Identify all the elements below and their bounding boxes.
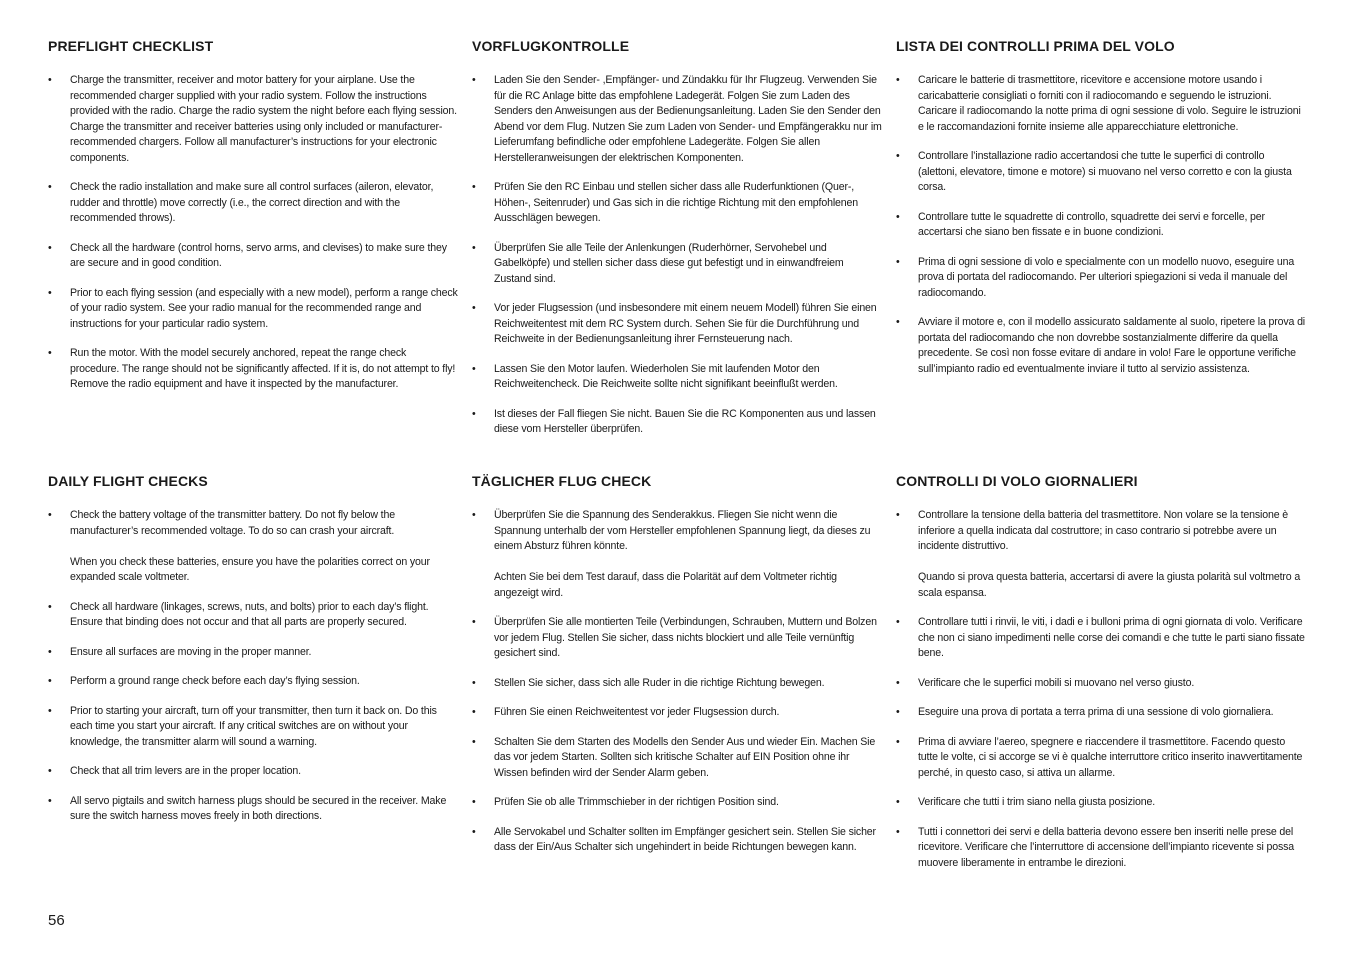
section-taeglicher-flug-check (472, 473, 882, 870)
item-text: Prüfen Sie den RC Einbau und stellen sicher dass alle Ruderfunktionen (Quer-, Höhen-, Seitenruder) und Gas sich in die richtige Richtung mit den empfohlenen Ausschlägen bewegen. (494, 181, 859, 224)
section-title: LISTA DEI CONTROLLI PRIMA DEL VOLO (896, 38, 1175, 54)
list-item (48, 346, 458, 393)
item-text: Ist dieses der Fall fliegen Sie nicht. Bauen Sie die RC Komponenten aus und lassen diese vom Hersteller überprüfen. (494, 407, 876, 435)
list-item (472, 795, 882, 811)
section-title: CONTROLLI DI VOLO GIORNALIERI (896, 473, 1138, 489)
list-item (472, 676, 882, 692)
item-text: Check the battery voltage of the transmitter battery. Do not fly below the manufacturer’s recommended voltage. To do so can crash your aircraft. (70, 509, 395, 537)
list-item (48, 286, 458, 333)
item-text: Prüfen Sie ob alle Trimmschieber in der richtigen Position sind. (494, 796, 779, 808)
item-text: Run the motor. With the model securely anchored, repeat the range check procedure. The range should not be significantly affected. If it is, do not attempt to fly! Remove the radio equipment and have it inspected by the manufacturer. (70, 347, 456, 390)
bullet-icon: • (48, 704, 52, 717)
bullet-icon: • (48, 509, 52, 521)
section-vorflugkontrolle (472, 38, 882, 452)
bullet-icon: • (472, 509, 476, 521)
bullet-icon: • (48, 765, 52, 777)
bullet-icon: • (896, 316, 900, 328)
item-text: Controllare tutti i rinvii, le viti, i dadi e i bulloni prima di ogni giornata di volo. Verificare che non ci siano impedimenti nelle corse dei comandi e che tutte le parti siano fissate bene. (918, 616, 1305, 659)
section-lista-controlli (896, 38, 1306, 391)
item-text: Führen Sie einen Reichweitentest vor jeder Flugsession durch. (494, 706, 780, 718)
bullet-icon: • (472, 407, 476, 420)
list-item (472, 615, 882, 662)
list-item (896, 676, 1306, 692)
bullet-icon: • (472, 706, 476, 718)
list-item (472, 241, 882, 288)
bullet-icon: • (48, 600, 52, 613)
list-item (896, 149, 1306, 196)
item-text: Tutti i connettori dei servi e della batteria devono essere ben inseriti nelle prese del ricevitore. Verificare che l’interruttore di accensione dell’impianto ricevente si possa muovere liberamente in entrambe le direzioni. (918, 825, 1295, 869)
list-item (472, 73, 882, 166)
list-item (472, 508, 882, 601)
list-item (896, 255, 1306, 302)
item-text: Laden Sie den Sender- ,Empfänger- und Zündakku für Ihr Flugzeug. Verwenden Sie für die RC Anlage bitte das empfohlene Ladegerät. Folgen Sie zum Laden des Senders den Anweisungen aus der Bedienungsanleitung. Laden Sie den Sender den Abend vor dem Flug. Nutzen Sie zum Laden von Sender- und Empfängerakku nur im Lieferumfang befindliche oder empfohlene Ladegeräte. Folgen Sie allen Herstelleranweisungen der elektrischen Komponenten. (494, 74, 882, 164)
bullet-icon: • (472, 181, 476, 193)
item-note: When you check these batteries, ensure you have the polarities correct on your expanded scale voltmeter. (70, 555, 430, 583)
item-text: Lassen Sie den Motor laufen. Wiederholen Sie mit laufenden Motor den Reichweitencheck. Die Reichweite sollte nicht signifikant beeinflußt werden. (494, 362, 838, 390)
list-item (472, 705, 882, 721)
list-item (472, 180, 882, 227)
list-item (48, 764, 458, 780)
list-item (48, 674, 458, 690)
item-text: Check that all trim levers are in the proper location. (70, 765, 301, 777)
bullet-icon: • (48, 241, 52, 254)
list-item (48, 600, 458, 631)
bullet-icon: • (896, 796, 900, 808)
list-item (896, 615, 1306, 662)
bullet-icon: • (472, 362, 476, 375)
list-item (48, 704, 458, 751)
list-item (472, 735, 882, 782)
bullet-icon: • (472, 74, 476, 86)
item-text: Ensure all surfaces are moving in the proper manner. (70, 645, 312, 658)
item-text: Perform a ground range check before each day’s flying session. (70, 675, 360, 687)
item-text: Stellen Sie sicher, dass sich alle Ruder in die richtige Richtung bewegen. (494, 676, 825, 689)
item-text: Controllare tutte le squadrette di controllo, squadrette dei servi e forcelle, per accertarsi che siano ben fissate e in buone condizioni. (918, 210, 1265, 238)
item-text: Prior to each flying session (and especially with a new model), perform a range check of your radio system. See your radio manual for the recommended range and instructions for your particular radio system. (70, 286, 458, 330)
list-item (896, 705, 1306, 721)
bullet-icon: • (48, 286, 52, 299)
bullet-icon: • (896, 825, 900, 838)
checklist (472, 73, 882, 438)
bullet-icon: • (472, 676, 476, 689)
item-text: Prior to starting your aircraft, turn off your transmitter, then turn it back on. Do this each time you start your aircraft. If any critical switches are on without your knowledge, the transmitter alarm will sound a warning. (70, 704, 437, 748)
item-text: Check the radio installation and make sure all control surfaces (aileron, elevator, rudder and throttle) move correctly (i.e., the correct direction and with the recommended throws). (70, 181, 434, 224)
list-item (48, 645, 458, 661)
item-text: Überprüfen Sie alle Teile der Anlenkungen (Ruderhörner, Servohebel und Gabelköpfe) und stellen sicher dass diese gut befestigt und in einwandfreiem Zustand sind. (494, 241, 844, 285)
item-note: Quando si prova questa batteria, accertarsi di avere la giusta polarità sul voltmetro a scala espansa. (918, 571, 1301, 599)
bullet-icon: • (896, 616, 900, 628)
bullet-icon: • (896, 74, 900, 86)
item-text: Controllare l’installazione radio accertandosi che tutte le superfici di controllo (alettoni, elevatore, timone e motore) si muovano nel verso corretto e con la giusta corsa. (918, 150, 1292, 193)
bullet-icon: • (472, 241, 476, 254)
item-text: Caricare le batterie di trasmettitore, ricevitore e accensione motore usando i caricabatterie consigliati o forniti con il radiocomando e seguendo le istruzioni. Caricare il radiocomando la notte prima di ogni sessione di volo. Seguire le istruzioni e le raccomandazioni fornite insieme alle apparecchiature elettroniche. (918, 74, 1301, 133)
item-text: Prima di avviare l’aereo, spegnere e riaccendere il trasmettitore. Facendo questo tutte le volte, ci si accorge se vi è qualche interruttore critico inserito inavvertitamente perché, in questo caso, si attiva un allarme. (918, 735, 1303, 779)
bullet-icon: • (48, 347, 52, 359)
list-item (472, 362, 882, 393)
item-text: Check all the hardware (control horns, servo arms, and clevises) to make sure they are secure and in good condition. (70, 241, 447, 269)
item-text: Verificare che le superfici mobili si muovano nel verso giusto. (918, 676, 1195, 689)
item-text: Schalten Sie dem Starten des Modells den Sender Aus und wieder Ein. Machen Sie das vor jedem Starten. Sollten sich kritische Schalter auf EIN Position ohne ihr Wissen befinden wird der Sender Alarm geben. (494, 735, 876, 779)
bullet-icon: • (472, 616, 476, 628)
item-text: Check all hardware (linkages, screws, nuts, and bolts) prior to each day’s flight. Ensure that binding does not occur and that all parts are properly secured. (70, 600, 429, 628)
item-note: Achten Sie bei dem Test darauf, dass die Polarität auf dem Voltmeter richtig angezeigt wird. (494, 571, 837, 599)
checklist (896, 508, 1306, 871)
section-title: PREFLIGHT CHECKLIST (48, 38, 214, 54)
list-item (48, 794, 458, 825)
checklist (48, 508, 458, 825)
item-text: Controllare la tensione della batteria del trasmettitore. Non volare se la tensione è inferiore a quella indicata dal costruttore; in caso contrario si potrebbe avere un incidente distruttivo. (918, 509, 1289, 552)
bullet-icon: • (896, 735, 900, 748)
list-item (896, 795, 1306, 811)
bullet-icon: • (472, 796, 476, 808)
checklist (472, 508, 882, 856)
section-title: DAILY FLIGHT CHECKS (48, 473, 208, 489)
bullet-icon: • (896, 255, 900, 268)
bullet-icon: • (48, 675, 52, 687)
list-item (48, 241, 458, 272)
list-item (472, 825, 882, 856)
bullet-icon: • (48, 181, 52, 193)
list-item (472, 301, 882, 348)
list-item (472, 407, 882, 438)
bullet-icon: • (48, 645, 52, 658)
list-item (896, 825, 1306, 872)
item-text: Alle Servokabel und Schalter sollten im Empfänger gesichert sein. Stellen Sie sicher dass der Ein/Aus Schalter sich ungehindert in beide Richtungen bewegen kann. (494, 825, 876, 853)
item-text: All servo pigtails and switch harness plugs should be secured in the receiver. Make sure the switch harness moves freely in both directions. (70, 794, 447, 822)
section-title: TÄGLICHER FLUG CHECK (472, 473, 652, 489)
bullet-icon: • (896, 150, 900, 162)
bullet-icon: • (896, 676, 900, 689)
bullet-icon: • (896, 509, 900, 521)
item-text: Vor jeder Flugsession (und insbesondere mit einem neuem Modell) führen Sie einen Reichweitentest mit dem RC System durch. Sehen Sie für die Durchführung und Reichweite in der Bedienungsanleitung ihrer Fernsteuerung nach. (494, 302, 877, 345)
list-item (48, 73, 458, 166)
item-text: Überprüfen Sie alle montierten Teile (Verbindungen, Schrauben, Muttern und Bolzen vor jedem Flug. Stellen Sie sicher, dass nichts blockiert und alle Teile vernünftig gesichert sind. (494, 616, 877, 659)
bullet-icon: • (896, 706, 900, 718)
item-text: Prima di ogni sessione di volo e specialmente con un modello nuovo, eseguire una prova di portata del radiocomando. Per ulteriori spiegazioni si veda il manuale del radiocomando. (918, 255, 1295, 299)
item-text: Avviare il motore e, con il modello assicurato saldamente al suolo, ripetere la prova di portata del radiocomando che non dovrebbe sostanzialmente differire da quella precedente. Se così non fosse evitare di andare in volo! Fare le opportune verifiche sull’impianto radio ed eventualmente inviare il tutto al servizio assistenza. (918, 316, 1306, 375)
section-preflight-checklist (48, 38, 458, 407)
section-controlli-giornalieri (896, 473, 1306, 885)
list-item (48, 180, 458, 227)
bullet-icon: • (48, 794, 52, 807)
bullet-icon: • (48, 74, 52, 86)
item-text: Verificare che tutti i trim siano nella giusta posizione. (918, 796, 1155, 808)
list-item (896, 315, 1306, 377)
list-item (896, 735, 1306, 782)
page-number: 56 (48, 912, 65, 929)
list-item (896, 508, 1306, 601)
bullet-icon: • (472, 825, 476, 838)
list-item (48, 508, 458, 586)
checklist (48, 73, 458, 393)
checklist (896, 73, 1306, 377)
list-item (896, 73, 1306, 135)
item-text: Überprüfen Sie die Spannung des Senderakkus. Fliegen Sie nicht wenn die Spannung unterhalb der vom Hersteller empfohlenen Spannung liegt, da dieses zu einem Absturz führen könnte. (494, 509, 871, 552)
list-item (896, 210, 1306, 241)
bullet-icon: • (896, 210, 900, 223)
bullet-icon: • (472, 735, 476, 748)
section-daily-flight-checks (48, 473, 458, 839)
item-text: Charge the transmitter, receiver and motor battery for your airplane. Use the recommended charger supplied with your radio system. Follow the instructions provided with the radio. Charge the radio system the night before each flying session. Charge the transmitter and receiver batteries using only included or manufacturer-recommended chargers. Follow all manufacturer’s instructions for your electronic components. (70, 74, 457, 164)
item-text: Eseguire una prova di portata a terra prima di una sessione di volo giornaliera. (918, 706, 1274, 718)
bullet-icon: • (472, 302, 476, 314)
section-title: VORFLUGKONTROLLE (472, 38, 630, 54)
